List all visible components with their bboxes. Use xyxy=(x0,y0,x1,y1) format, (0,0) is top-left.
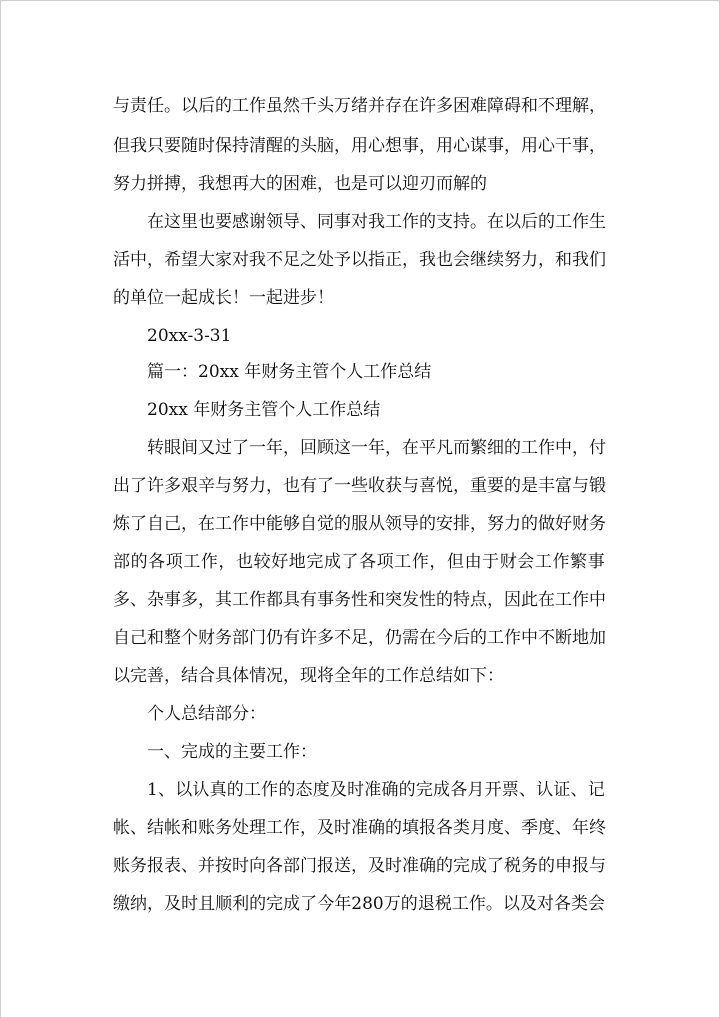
paragraph-line: 缴 纳 ， 及 时 且 顺 利 的 完 成 了 今 年 2 8 0 万 的 退 税 工 作 。 以 及 对 各 类 会 xyxy=(113,894,605,914)
date-line: 20xx-3-31 xyxy=(147,326,232,346)
paragraph-line: 出 了 许 多 艰 辛 与 努 力 ， 也 有 了 一 些 收 获 与 喜 悦 ， 重 要 的 是 丰 富 与 锻 xyxy=(113,476,606,496)
paragraph-line: 的单位一起成长！一起进步！ xyxy=(113,288,334,308)
paragraph-line: 账 务 报 表 、 并 按 时 向 各 部 门 报 送 ， 及 时 准 确 的 完 成 了 税 务 的 申 报 与 xyxy=(113,856,606,876)
paragraph-line: 转 眼 间 又 过 了 一 年 ， 回 顾 这 一 年 ， 在 平 凡 而 繁 细 的 工 作 中 ， 付 xyxy=(147,438,606,458)
paragraph-line: 多 、 杂 事 多 ， 其 工 作 都 具 有 事 务 性 和 突 发 性 的 特 点 ， 因 此 在 工 作 中 xyxy=(113,590,606,610)
paragraph-line: 炼 了 自 己 ， 在 工 作 中 能 够 自 觉 的 服 从 领 导 的 安 排 ， 努 力 的 做 好 财 务 xyxy=(113,514,606,534)
paragraph-line: 努力拼搏，我想再大的困难，也是可以迎刃而解的 xyxy=(113,174,487,194)
paragraph-line: 1 、 以 认 真 的 工 作 的 态 度 及 时 准 确 的 完 成 各 月 开 票 、 认 证 、 记 xyxy=(147,780,605,800)
paragraph-line: 部 的 各 项 工 作 ， 也 较 好 地 完 成 了 各 项 工 作 ， 但 由 于 财 会 工 作 繁 事 xyxy=(113,552,605,572)
paragraph-line: 活 中 ， 希 望 大 家 对 我 不 足 之 处 予 以 指 正 ， 我 也 会 继 续 努 力 ， 和 我 们 xyxy=(113,250,606,270)
subheading: 一、完成的主要工作： xyxy=(147,742,317,762)
paragraph-line: 与 责 任 。 以 后 的 工 作 虽 然 千 头 万 绪 并 存 在 许 多 困 难 障 碍 和 不 理 解 ， xyxy=(113,96,606,116)
subheading: 个人总结部分： xyxy=(147,704,266,724)
document-title: 20xx 年财务主管个人工作总结 xyxy=(147,400,381,420)
paragraph-line: 但 我 只 要 随 时 保 持 清 醒 的 头 脑 ， 用 心 想 事 ， 用 心 谋 事 ， 用 心 干 事 ， xyxy=(113,136,606,156)
paragraph-line: 在 这 里 也 要 感 谢 领 导 、 同 事 对 我 工 作 的 支 持 。 在 以 后 的 工 作 生 xyxy=(147,212,606,232)
paragraph-line: 帐 、 结 帐 和 账 务 处 理 工 作 ， 及 时 准 确 的 填 报 各 类 月 度 、 季 度 、 年 终 xyxy=(113,818,606,838)
paragraph-line: 以完善，结合具体情况，现将全年的工作总结如下： xyxy=(113,666,504,686)
paragraph-line: 自 己 和 整 个 财 务 部 门 仍 有 许 多 不 足 ， 仍 需 在 今 后 的 工 作 中 不 断 地 加 xyxy=(113,628,606,648)
section-heading: 篇一：20xx 年财务主管个人工作总结 xyxy=(147,362,432,382)
